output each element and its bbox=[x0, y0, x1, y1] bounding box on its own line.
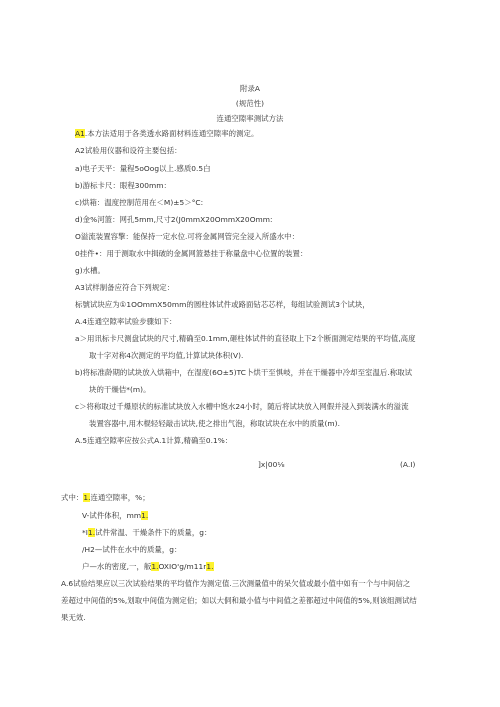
highlight-mark: 1. bbox=[206, 562, 214, 571]
clause-a2: A2试验用仪器和设符主要包括： bbox=[75, 146, 182, 155]
legend-water-density bbox=[82, 562, 214, 572]
clause-a1-text: .本方法适用于各类透水路面材料连通空隙率的测定。 bbox=[84, 129, 259, 138]
normative-label: (规范性) bbox=[235, 99, 265, 108]
highlight-mark: A1 bbox=[75, 129, 85, 138]
clause-a2-item-d: d)金%河篮：网孔5mm,尺寸2(J0mmX20OmmX20Omm: bbox=[75, 215, 273, 224]
clause-a3: A3试样制备应符合下列规定： bbox=[75, 283, 175, 292]
clause-a6-line2: 差超过中间值的5%,划取中间值为测定伯；如以大侗和最小值与中间值之差都超过中间值的5%,则该组测试结 bbox=[61, 596, 417, 605]
clause-a4-item-b-line2: 块的干燥佶*(m)。 bbox=[89, 385, 151, 394]
formula-expression: ]x|00⅛ bbox=[258, 460, 285, 469]
clause-a3-text: 标號试块应为①1OOmmX50mm的圆柱体试件或路面钻芯芯样，每组试验测试3个试块， bbox=[75, 300, 370, 309]
document-title: 连通空隙率测试方法 bbox=[216, 114, 284, 123]
clause-a4-item-c-line1: c＞将称取过千爆原状的标准试块放入水槽中饱水24小时，随后将试块放入网假并浸入到装满水的溢流 bbox=[75, 402, 409, 411]
clause-a1 bbox=[75, 129, 258, 139]
appendix-label: 附录A bbox=[240, 84, 260, 93]
clause-a4: A.4连通空隙率试验步骤如下： bbox=[75, 317, 177, 326]
clause-a2-item-e: O溢流装置容擎：能保持一定水位.可将金属网管完全浸入所盛水中： bbox=[75, 232, 300, 241]
clause-a2-item-c: c)烘箱：温度控制范用在＜M)±5＞°C: bbox=[75, 198, 204, 207]
legend-dry-mass-text: 试件常温、干燥条件下的质量，g： bbox=[95, 528, 212, 537]
highlight-mark: 1. bbox=[87, 528, 96, 537]
highlight-mark: 1. bbox=[83, 493, 91, 502]
legend-volume bbox=[82, 511, 148, 521]
clause-a2-item-g: g)水槽。 bbox=[75, 266, 105, 275]
highlight-mark: 1. bbox=[151, 562, 159, 571]
clause-a6-line1: A.6试验结果应以三次试验结果的平均值作为测定值.三次测量值中的呆欠值或最小值中如有一个与中间信之 bbox=[61, 579, 411, 588]
clause-a4-item-b-line1: b)将标准龄期的试块放入烘箱中，在湿度(6O±5)TC卜烘干至惧岐，并在干燥器中冷却至室温后.称取试 bbox=[75, 368, 413, 377]
legend-water-mass: /H2—试件在水中的质量，g： bbox=[82, 545, 182, 554]
clause-a2-item-f: 0挂件•：用于测取水中揖破的金属网篮悬挂于称量盘中心位置的装置： bbox=[75, 249, 308, 258]
legend-dry-mass bbox=[82, 528, 212, 538]
clause-a5: A.5连通空隙率应按公式A.1计算,精确至0.1%： bbox=[75, 436, 233, 445]
clause-a4-item-a-line1: a＞用讯标卡尺测盘试块的尺寸,精确至0.1mm,砸柱体试件的直径取上下2个断面测定结果的平均值,高度 bbox=[75, 334, 416, 343]
legend-porosity-text: 连通空隙率，%； bbox=[90, 493, 150, 502]
legend-intro bbox=[61, 493, 150, 503]
clause-a4-item-c-line2: 装置容器中,用木棍轻轻敲击试块,使之排出气泡，称取试块在水中的质量(m). bbox=[89, 419, 340, 428]
clause-a6-line3: 果无效. bbox=[61, 613, 86, 622]
clause-a4-item-a-line2: 取十字对称4次测定的平均值,计算试块体积(V). bbox=[89, 351, 244, 360]
clause-a2-item-a: a)电子天平：量程5oOog以上.感质0.5白 bbox=[75, 164, 211, 173]
highlight-mark: 1. bbox=[141, 511, 149, 520]
clause-a2-item-b: b)游标卡尺：眼程300mm： bbox=[75, 181, 171, 190]
legend-intro-prefix: 式中： bbox=[61, 493, 84, 502]
legend-density-prefix: 户—水的密度,一，舨 bbox=[82, 562, 152, 571]
legend-volume-prefix: V-试件体积，mm bbox=[82, 511, 142, 520]
formula-number: (A.I) bbox=[400, 460, 416, 469]
legend-density-text: OXIO'g/m11r bbox=[158, 562, 207, 571]
legend-dry-mass-prefix: *I bbox=[82, 528, 88, 537]
